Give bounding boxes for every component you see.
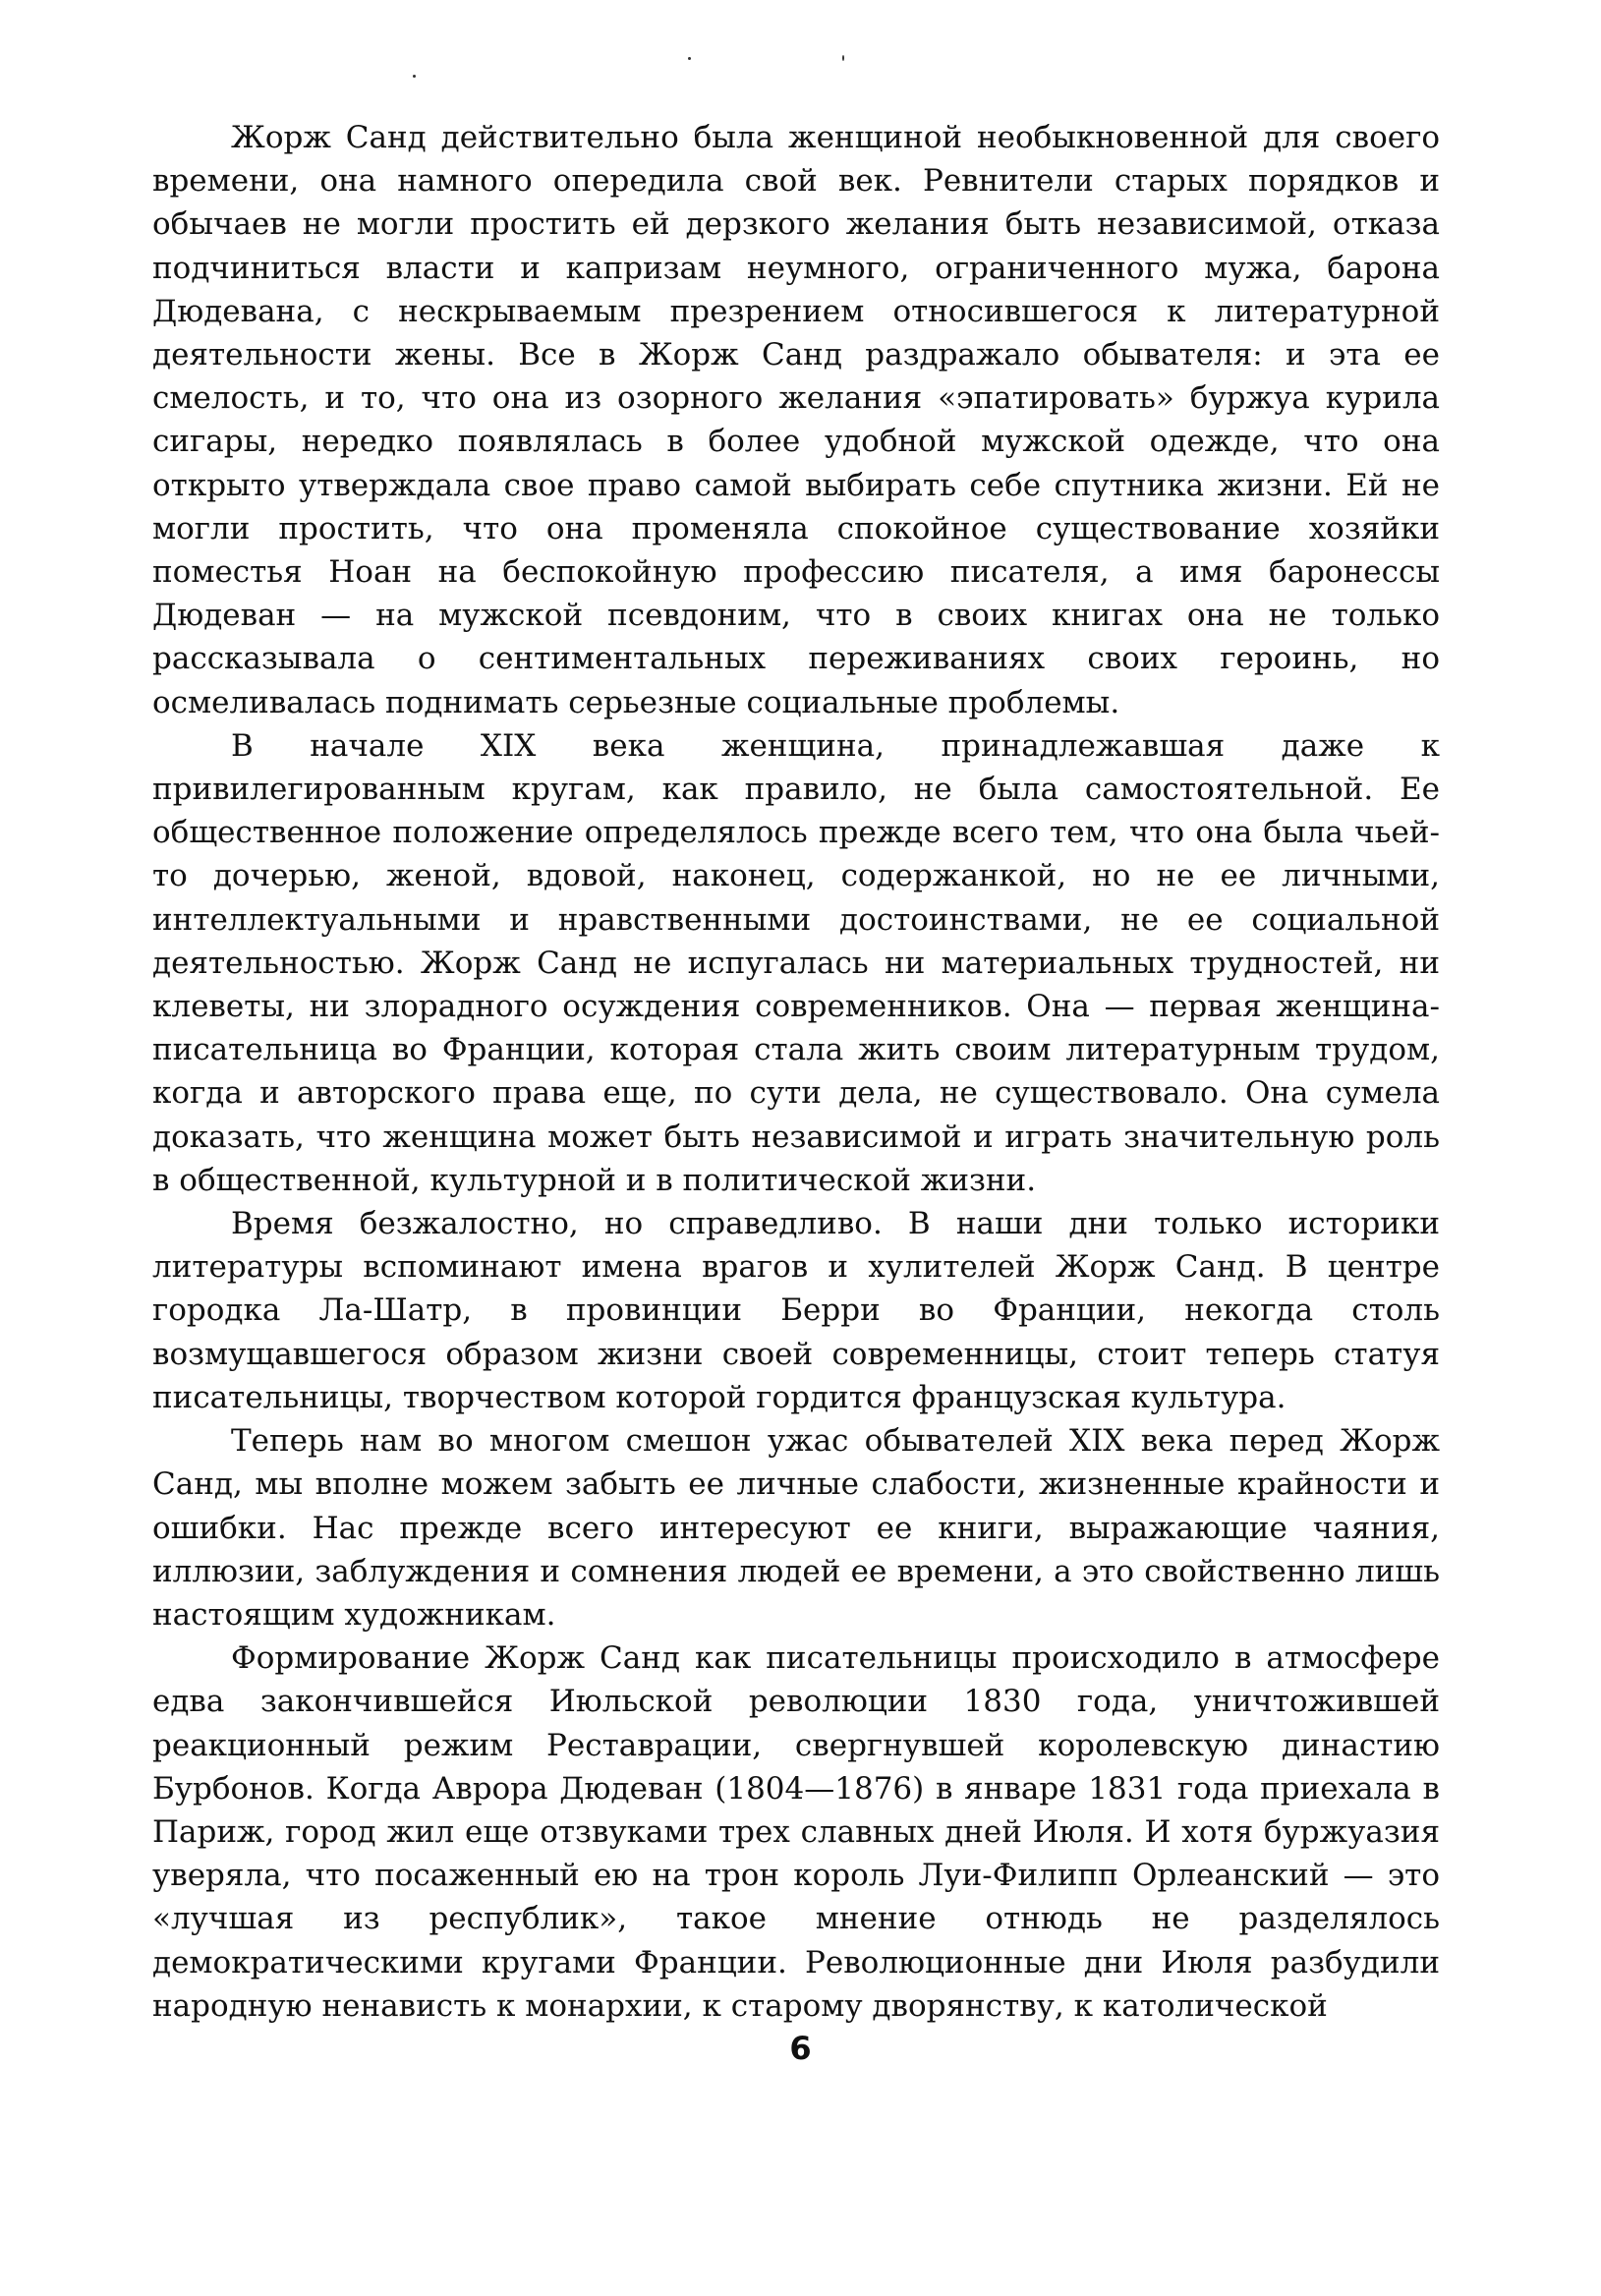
scan-speck <box>413 75 416 78</box>
paragraph: Жорж Санд действительно была женщиной необыкновенной для своего времени, она намного опередила свой век. Ревнители старых порядков и обычаев не могли простить ей дерзкого желания быть независимой, отказа подчиниться власти и капризам неумного, ограниченного мужа, барона Дюдевана, с нескрываемым презрением относившегося к литературной деятельности жены. Все в Жорж Санд раздражало обывателя: и эта ее смелость, и то, что она из озорного желания «эпатировать» буржуа курила сигары, нередко появлялась в более удобной мужской одежде, что она открыто утверждала свое право самой выбирать себе спутника жизни. Ей не могли простить, что она променяла спокойное существование хозяйки поместья Ноан на беспокойную профессию писателя, а имя баронессы Дюдеван — на мужской псевдоним, что в своих книгах она не только рассказывала о сентиментальных переживаниях своих героинь, но осмеливалась поднимать серьезные социальные проблемы. <box>152 120 1440 720</box>
scan-speck <box>842 55 844 61</box>
page-number: 6 <box>789 2030 812 2067</box>
paragraph: Формирование Жорж Санд как писательницы происходило в атмосфере едва закончившейся Июльской революции 1830 года, уничтожившей реакционный режим Реставрации, свергнувшей королевскую династию Бурбонов. Когда Аврора Дюдеван (1804—1876) в январе 1831 года приехала в Париж, город жил еще отзвуками трех славных дней Июля. И хотя буржуазия уверяла, что посаженный ею на трон король Луи-Филипп Орлеанский — это «лучшая из республик», такое мнение отнюдь не разделялось демократическими кругами Франции. Революционные дни Июля разбудили народную ненависть к монархии, к старому дворянству, к католической <box>152 1640 1440 2024</box>
scan-speck <box>688 57 691 60</box>
paragraph: Теперь нам во многом смешон ужас обывателей XIX века перед Жорж Санд, мы вполне можем забыть ее личные слабости, жизненные крайности и ошибки. Нас прежде всего интересуют ее книги, выражающие чаяния, иллюзии, заблуждения и сомнения людей ее времени, а это свойственно лишь настоящим художникам. <box>152 1423 1440 1633</box>
paragraph: В начале XIX века женщина, принадлежавшая даже к привилегированным кругам, как правило, не была самостоятельной. Ее общественное положение определялось прежде всего тем, что она была чьей-то дочерью, женой, вдовой, наконец, содержанкой, но не ее личными, интеллектуальными и нравственными достоинствами, не ее социальной деятельностью. Жорж Санд не испугалась ни материальных трудностей, ни клеветы, ни злорадного осуждения современников. Она — первая женщина-писательница во Франции, которая стала жить своим литературным трудом, когда и авторского права еще, по сути дела, не существовало. Она сумела доказать, что женщина может быть независимой и играть значительную роль в общественной, культурной и в политической жизни. <box>152 727 1440 1198</box>
body-text <box>152 116 1440 2028</box>
paragraph: Время безжалостно, но справедливо. В наши дни только историки литературы вспоминают имена врагов и хулителей Жорж Санд. В центре городка Ла-Шатр, в провинции Берри во Франции, некогда столь возмущавшегося образом жизни своей современницы, стоит теперь статуя писательницы, творчеством которой гордится французская культура. <box>152 1206 1440 1415</box>
